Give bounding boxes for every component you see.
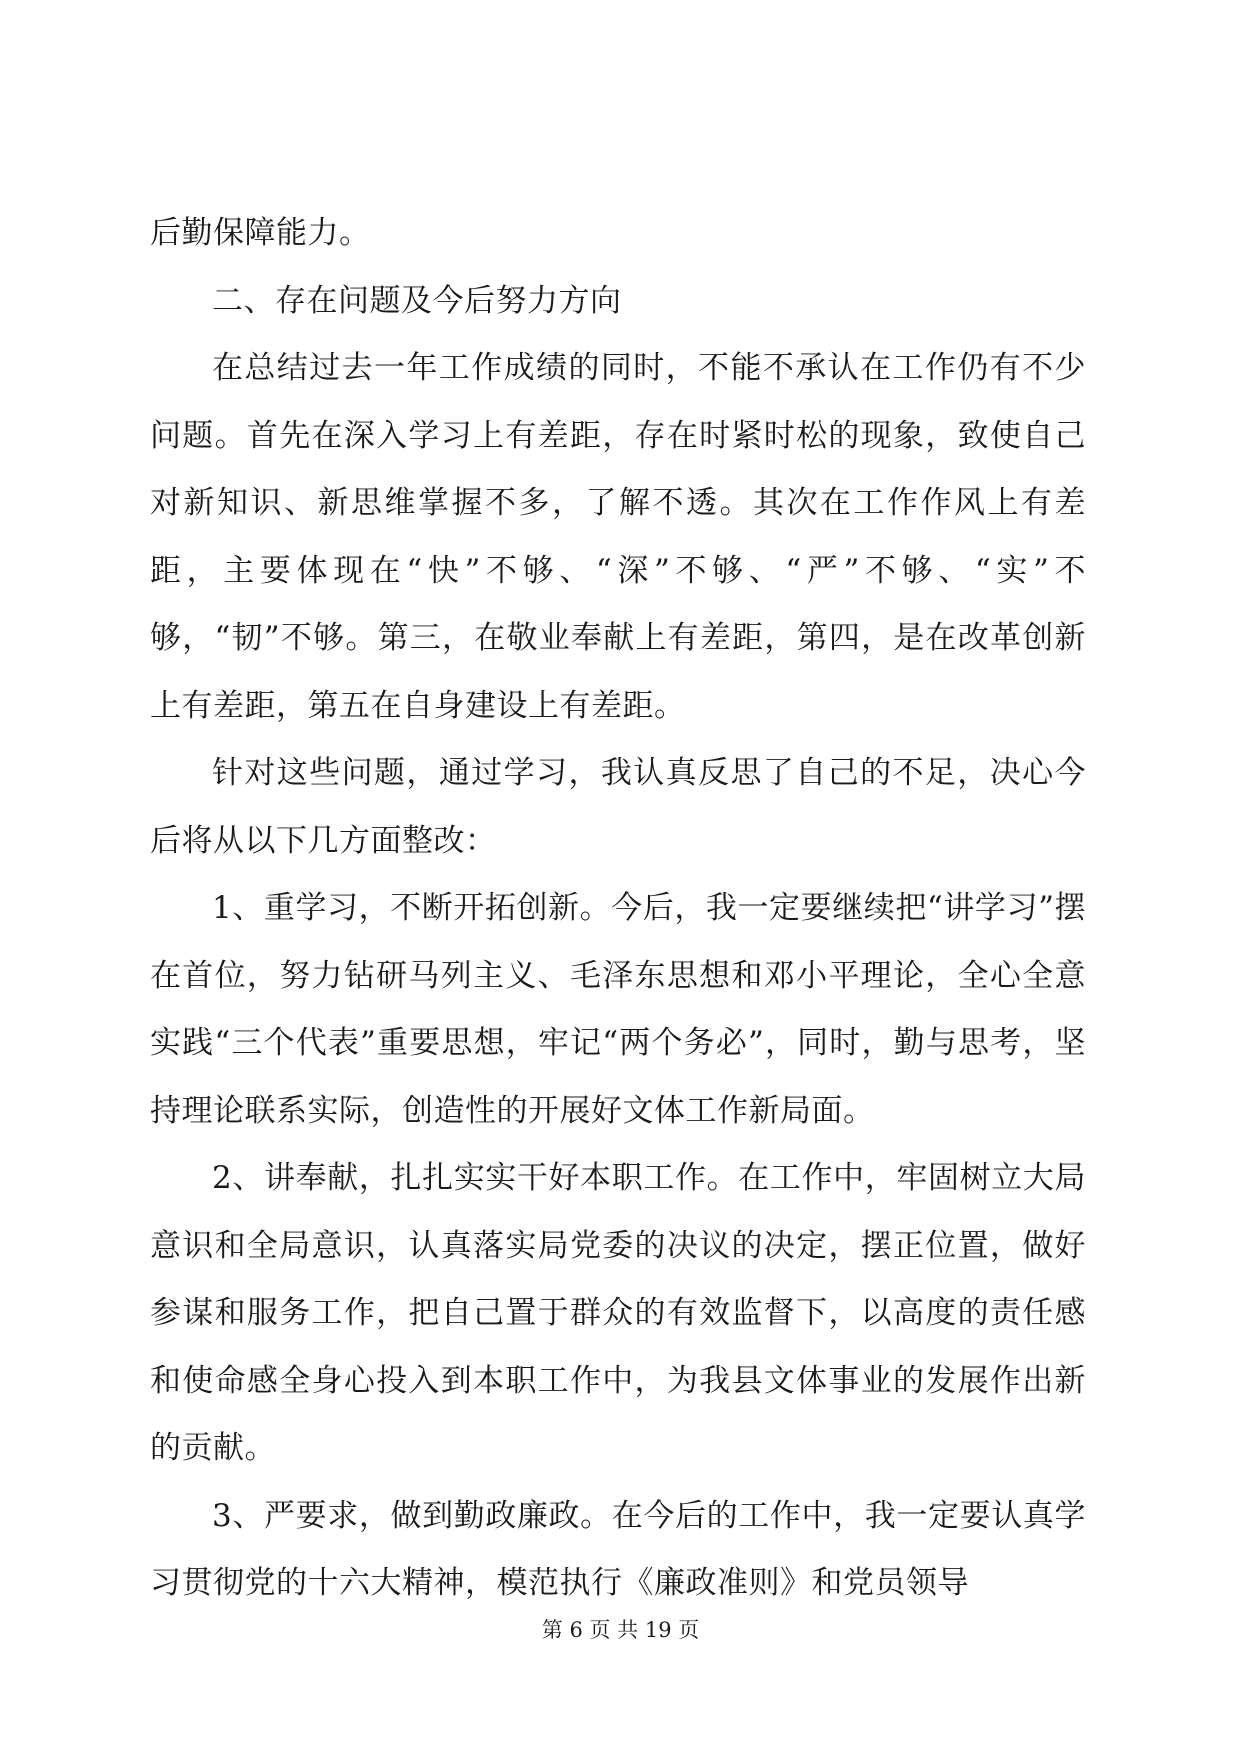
document-body [150,200,1086,1618]
paragraph-reflection: 针对这些问题，通过学习，我认真反思了自己的不足，决心今后将从以下几方面整改： [150,755,1086,859]
section-heading: 二、存在问题及今后努力方向 [212,282,622,319]
page-number-footer: 第 6 页 共 19 页 [541,1618,700,1642]
list-item-study: 1、重学习，不断开拓创新。今后，我一定要继续把“讲学习”摆在首位，努力钻研马列主义、毛泽东思想和邓小平理论，全心全意实践“三个代表”重要思想，牢记“两个务必”，同时，勤与思考，坚持理论联系实际，创造性的开展好文体工作新局面。 [150,890,1086,1129]
paragraph-continuation: 后勤保障能力。 [150,215,371,251]
list-item-discipline: 3、严要求，做到勤政廉政。在今后的工作中，我一定要认真学习贯彻党的十六大精神，模范执行《廉政准则》和党员领导 [150,1497,1086,1601]
list-item-dedication: 2、讲奉献，扎扎实实干好本职工作。在工作中，牢固树立大局意识和全局意识，认真落实局党委的决议的决定，摆正位置，做好参谋和服务工作，把自己置于群众的有效监督下，以高度的责任感和使命感全身心投入到本职工作中，为我县文体事业的发展作出新的贡献。 [150,1160,1086,1466]
paragraph-problems: 在总结过去一年工作成绩的同时，不能不承认在工作仍有不少问题。首先在深入学习上有差距，存在时紧时松的现象，致使自己对新知识、新思维掌握不多，了解不透。其次在工作作风上有差距，主要体现在“快”不够、“深”不够、“严”不够、“实”不够，“韧”不够。第三，在敬业奉献上有差距，第四，是在改革创新上有差距，第五在自身建设上有差距。 [150,350,1086,724]
